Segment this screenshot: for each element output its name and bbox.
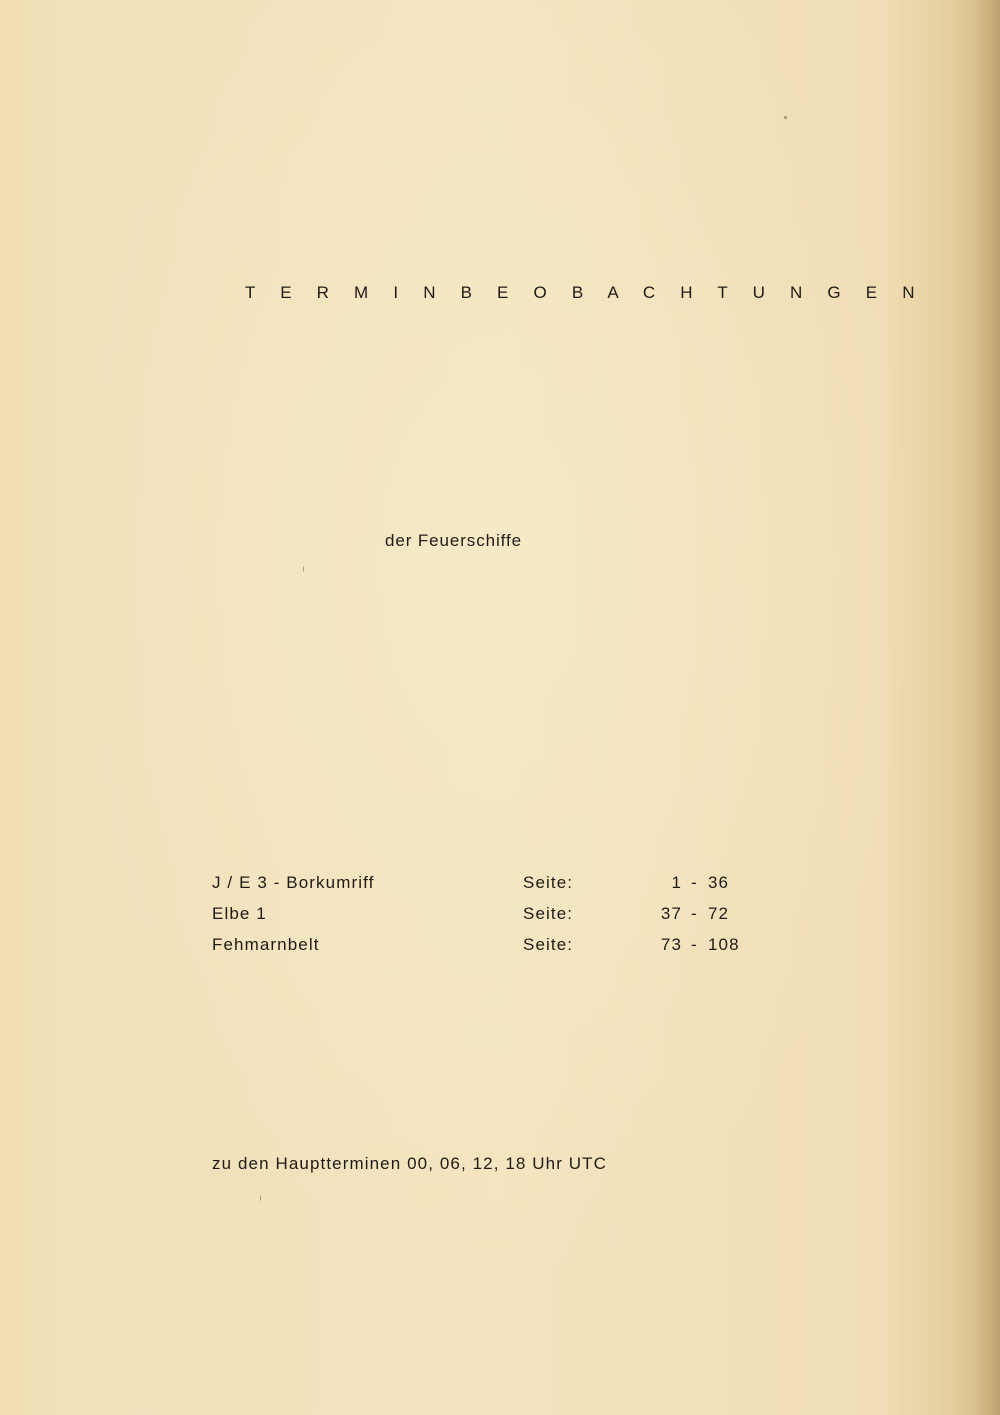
ship-row (212, 935, 752, 966)
page-range-start: 1 (671, 873, 682, 892)
footer-note: zu den Hauptterminen 00, 06, 12, 18 Uhr UTC (212, 1154, 608, 1173)
page-range-start: 73 (660, 935, 682, 954)
document-title: T E R M I N B E O B A C H T U N G E N (245, 283, 925, 302)
document-subtitle: der Feuerschiffe (385, 531, 522, 550)
page-edge-shadow (952, 0, 1000, 1415)
page-range-dash: - (691, 873, 698, 892)
page-range-start: 37 (660, 904, 682, 923)
page-range-end: 72 (708, 904, 730, 923)
ship-name: J / E 3 - Borkumriff (212, 873, 375, 892)
page-range-end: 36 (708, 873, 730, 892)
page-range-dash: - (691, 935, 698, 954)
seite-label: Seite: (523, 935, 574, 954)
seite-label: Seite: (523, 904, 574, 923)
ship-list (212, 873, 752, 966)
ship-row (212, 873, 752, 904)
paper-speck (303, 566, 304, 572)
paper-speck (784, 116, 787, 119)
ship-row (212, 904, 752, 935)
paper-speck (260, 1195, 261, 1201)
ship-name: Fehmarnbelt (212, 935, 320, 954)
page-range-dash: - (691, 904, 698, 923)
ship-name: Elbe 1 (212, 904, 267, 923)
page-range-end: 108 (708, 935, 740, 954)
seite-label: Seite: (523, 873, 574, 892)
